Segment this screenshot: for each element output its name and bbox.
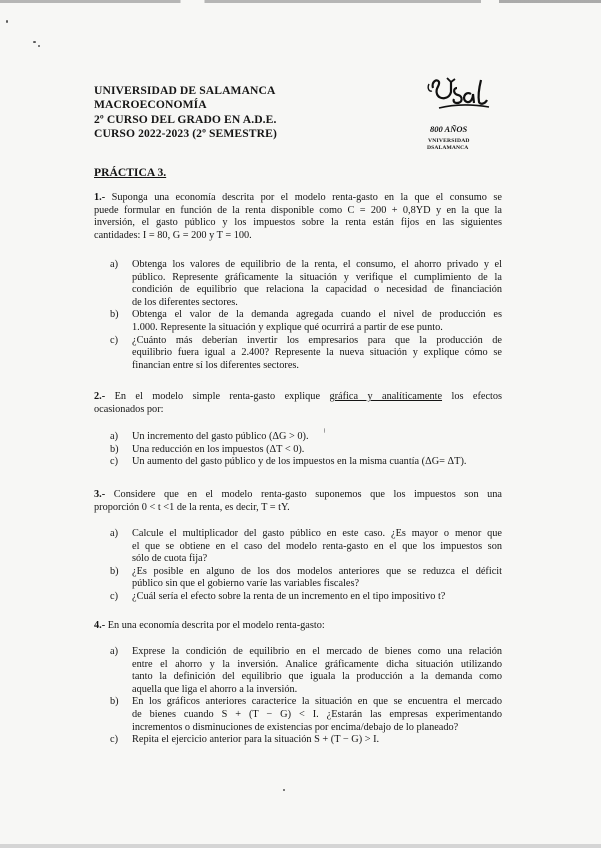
- scan-speck: [6, 20, 8, 23]
- item-label: b): [110, 565, 119, 577]
- q1-item-c: c) ¿Cuánto más deberían invertir los empresarios para que la producción de equilibrio fuera igual a 2.400? Represente la nueva situación y explique cómo se financian entre sí los diferentes sectores.: [110, 334, 502, 371]
- document-header: [94, 84, 277, 142]
- q3-item-a: a) Calcule el multiplicador del gasto público en este caso. ¿Es mayor o menor que el que se obtiene en el caso del modelo renta-gasto en el que los impuestos son sólo de cuota fija?: [110, 528, 502, 565]
- item-label: c): [110, 734, 118, 746]
- q3-item-c: c) ¿Cuál sería el efecto sobre la renta de un incremento en el tipo impositivo t?: [110, 590, 446, 602]
- logo-anniversary: 800 AÑOS: [430, 124, 468, 134]
- q2-number: 2.-: [94, 391, 106, 402]
- logo-name-line1: VNIVERSIDAD: [428, 138, 470, 144]
- q1-item-a: a) Obtenga los valores de equilibrio de la renta, el consumo, el ahorro privado y el público. Represente gráficamente la situación y verifique el cumplimiento de la condición de equilibrio que relaciona la capacidad o necesidad de financiación de los diferentes sectores.: [110, 259, 502, 308]
- q1-line-1: 1.- Suponga una economía descrita por el modelo renta-gasto en la que el consumo se: [94, 192, 503, 203]
- logo-name-line2: DSALAMANCA: [427, 145, 469, 151]
- scan-speck: [33, 41, 36, 43]
- q3-subquestions: [110, 528, 502, 604]
- q2-item-a: a) Un incremento del gasto público (ΔG > 0).: [110, 431, 309, 442]
- q1-item-b: b) Obtenga el valor de la demanda agregada cuando el nivel de producción es 1.000. Represente la situación y explique qué ocurrirá a partir de ese punto.: [110, 309, 502, 333]
- q2-item-c: c) Un aumento del gasto público y de los impuestos en la misma cuantía (ΔG= ΔT).: [110, 456, 467, 468]
- item-label: a): [110, 431, 118, 442]
- q3-item-b: b) ¿Es posible en alguno de los dos modelos anteriores que se reduzca el déficit público sin que el gobierno varíe las variables fiscales?: [110, 565, 502, 590]
- q2-line-1: 2.- En el modelo simple renta-gasto explique gráfica y analíticamente los efectos: [94, 391, 503, 402]
- item-label: c): [110, 590, 118, 602]
- university-logo: [419, 74, 519, 158]
- q1-line-3: inversión, el gasto público y los impuestos sobre la renta están fijos en las siguientes: [94, 217, 502, 229]
- question-2: [94, 391, 502, 416]
- q1-subquestions: [110, 259, 502, 372]
- scan-edge-top: [0, 0, 601, 3]
- item-label: b): [110, 443, 119, 455]
- item-label: b): [110, 696, 119, 708]
- item-label: a): [110, 646, 118, 657]
- q4-number: 4.-: [94, 620, 106, 631]
- q2-item-b: b) Una reducción en los impuestos (ΔT < 0).: [110, 443, 305, 455]
- item-label: a): [110, 259, 118, 270]
- question-3: [94, 489, 502, 514]
- usal-logo-icon: [427, 74, 499, 124]
- item-label: a): [110, 528, 118, 539]
- subject-name: MACROECONOMÍA: [94, 98, 207, 112]
- q3-number: 3.-: [94, 489, 106, 500]
- q4-item-b: b) En los gráficos anteriores caracterice la situación en que se encuentra el mercado de bienes cuando S + (T − G) < I. ¿Estarán las empresas experimentando incrementos o disminuciones de existencias por encima/debajo de lo planeado?: [110, 696, 502, 733]
- scan-edge-bottom: [0, 844, 601, 848]
- item-label: c): [110, 334, 118, 346]
- practice-title: PRÁCTICA 3.: [94, 166, 167, 179]
- q2-emphasis: gráfica y analíticamente: [329, 391, 443, 402]
- q3-line-2: proporción 0 < t <1 de la renta, es decir, T = tY.: [94, 501, 290, 513]
- q4-line-1: 4.- En una economía descrita por el modelo renta-gasto:: [94, 620, 325, 631]
- academic-year: CURSO 2022-2023 (2º SEMESTRE): [94, 127, 277, 141]
- q1-line-4: cantidades: I = 80, G = 200 y T = 100.: [94, 229, 252, 241]
- item-label: b): [110, 309, 119, 321]
- q1-number: 1.-: [94, 192, 106, 203]
- item-label: c): [110, 456, 118, 468]
- q4-item-a: a) Exprese la condición de equilibrio en el mercado de bienes como una relación entre el ahorro y la inversión. Analice gráficamente dicha situación utilizando tanto la definición del equilibrio que iguala la producción a la demanda como aquella que liga el ahorro a la inversión.: [110, 646, 502, 695]
- q2-subquestions: [110, 431, 502, 469]
- question-4: [94, 620, 502, 633]
- q3-line-1: 3.- Considere que en el modelo renta-gasto suponemos que los impuestos son una: [94, 489, 502, 500]
- q2-line-2: ocasionados por:: [94, 403, 164, 415]
- university-name: UNIVERSIDAD DE SALAMANCA: [94, 84, 276, 97]
- q4-subquestions: [110, 646, 502, 747]
- question-1: [94, 192, 502, 242]
- q4-item-c: c) Repita el ejercicio anterior para la situación S + (T − G) > I.: [110, 734, 380, 746]
- scan-speck: [38, 45, 40, 47]
- q1-line-2: puede formular en función de la renta disponible como C = 200 + 0,8YD y en la que la: [94, 204, 502, 216]
- scan-speck: [283, 789, 285, 791]
- course-name: 2º CURSO DEL GRADO EN A.D.E.: [94, 112, 277, 126]
